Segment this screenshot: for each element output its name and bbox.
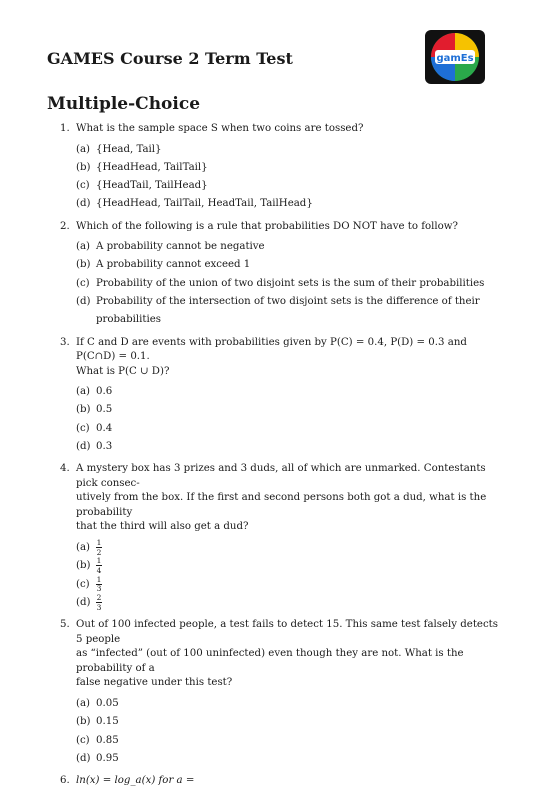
fraction	[96, 576, 102, 594]
option-label: (d)	[76, 198, 91, 210]
option-label: (a)	[76, 386, 91, 398]
question-number: 2.	[60, 220, 70, 232]
option-text: 0.85	[96, 734, 119, 746]
option-label: (c)	[76, 734, 90, 746]
option-label: (d)	[76, 296, 91, 308]
games-logo-graphic	[425, 30, 485, 84]
answer-options	[76, 695, 500, 768]
option-text: {HeadHead, TailTail}	[96, 161, 208, 173]
question-line: false negative under this test?	[76, 677, 233, 689]
question-text	[76, 462, 500, 535]
question-1	[60, 122, 500, 137]
question-text: What is the sample space S when two coins are tossed?	[76, 123, 364, 134]
fraction-denominator: 3	[96, 602, 102, 612]
answer-option[interactable]	[76, 293, 500, 330]
fraction-numerator: 1	[96, 537, 102, 547]
answer-option[interactable]	[76, 750, 500, 768]
question-text	[76, 618, 500, 691]
question-line: What is P(C ∪ D)?	[76, 365, 170, 377]
section-title: Multiple-Choice	[47, 94, 201, 114]
answer-option[interactable]	[76, 576, 500, 594]
fraction	[96, 557, 102, 575]
fraction-numerator: 2	[96, 593, 102, 603]
question-number: 6.	[60, 775, 70, 787]
answer-option[interactable]	[76, 195, 500, 213]
fraction-denominator: 4	[96, 566, 102, 576]
fraction-denominator: 3	[96, 584, 102, 594]
answer-option[interactable]	[76, 383, 500, 401]
question-line: that the third will also get a dud?	[76, 521, 249, 533]
answer-option[interactable]	[76, 695, 500, 713]
answer-options	[76, 238, 500, 329]
answer-option[interactable]	[76, 256, 500, 274]
question-line: as “infected” (out of 100 uninfected) even though they are not. What is the probability of a	[76, 648, 464, 674]
option-label: (b)	[76, 404, 91, 416]
fraction-denominator: 2	[96, 547, 102, 557]
option-label: (a)	[76, 541, 91, 553]
answer-options	[76, 539, 500, 613]
option-label: (c)	[76, 578, 90, 590]
answer-option[interactable]	[76, 401, 500, 419]
question-number: 3.	[60, 336, 70, 348]
option-label: (d)	[76, 597, 91, 609]
question-line: If C and D are events with probabilities given by P(C) = 0.4, P(D) = 0.3 and P(C∩D) = 0.1.	[76, 336, 467, 363]
fraction	[96, 539, 102, 557]
question-line: A mystery box has 3 prizes and 3 duds, all of which are unmarked. Contestants pick consec-	[76, 463, 486, 489]
option-text: Probability of the intersection of two disjoint sets is the difference of their probabilities	[96, 296, 480, 326]
games-logo	[425, 30, 485, 84]
option-label: (b)	[76, 716, 91, 728]
question-2	[60, 220, 500, 235]
option-text: 0.95	[96, 752, 119, 764]
option-text: A probability cannot exceed 1	[96, 259, 251, 271]
question-line: Out of 100 infected people, a test fails to detect 15. This same test falsely detects 5 people	[76, 619, 498, 645]
answer-option[interactable]	[76, 539, 500, 557]
fraction-numerator: 1	[96, 556, 102, 566]
option-text: {HeadTail, TailHead}	[96, 180, 208, 192]
option-label: (a)	[76, 697, 91, 709]
document-title: GAMES Course 2 Term Test	[47, 49, 293, 68]
option-text: 0.5	[96, 404, 113, 416]
question-line: utively from the box. If the first and second persons both got a dud, what is the probability	[76, 492, 487, 518]
option-label: (b)	[76, 560, 91, 572]
option-text: {HeadHead, TailTail, HeadTail, TailHead}	[96, 198, 313, 210]
option-text: 0.15	[96, 716, 119, 728]
option-text: 0.4	[96, 422, 113, 434]
answer-option[interactable]	[76, 594, 500, 612]
question-text: Which of the following is a rule that probabilities DO NOT have to follow?	[76, 220, 458, 232]
option-label: (c)	[76, 422, 90, 434]
question-number: 4.	[60, 463, 70, 475]
question-text: ln(x) = log_a(x) for a =	[76, 775, 195, 787]
option-label: (a)	[76, 143, 91, 155]
option-label: (d)	[76, 752, 91, 764]
option-text: Probability of the union of two disjoint sets is the sum of their probabilities	[96, 277, 485, 289]
fraction-numerator: 1	[96, 574, 102, 584]
answer-option[interactable]	[76, 732, 500, 750]
option-label: (b)	[76, 161, 91, 173]
answer-option[interactable]	[76, 438, 500, 456]
option-label: (d)	[76, 441, 91, 453]
option-label: (a)	[76, 241, 91, 253]
question-6	[60, 774, 500, 789]
question-number: 5.	[60, 619, 70, 631]
answer-option[interactable]	[76, 275, 500, 293]
answer-option[interactable]	[76, 141, 500, 159]
option-text: 0.3	[96, 441, 113, 453]
question-5	[60, 618, 500, 691]
answer-options	[76, 141, 500, 214]
question-4	[60, 462, 500, 535]
question-number: 1.	[60, 123, 70, 134]
answer-option[interactable]	[76, 177, 500, 195]
option-text: 0.6	[96, 386, 113, 398]
fraction	[96, 594, 102, 612]
option-label: (b)	[76, 259, 91, 271]
question-3	[60, 336, 500, 380]
question-text	[76, 336, 500, 380]
option-text: A probability cannot be negative	[96, 241, 265, 253]
answer-options	[76, 383, 500, 456]
option-label: (c)	[76, 277, 90, 289]
option-label: (c)	[76, 180, 90, 192]
answer-option[interactable]	[76, 159, 500, 177]
option-text: {Head, Tail}	[96, 143, 162, 155]
question-list	[60, 122, 500, 789]
answer-option[interactable]	[76, 557, 500, 575]
logo-text: gamEs	[436, 53, 474, 64]
option-text: 0.05	[96, 697, 119, 709]
answer-option[interactable]	[76, 238, 500, 256]
answer-option[interactable]	[76, 713, 500, 731]
answer-option[interactable]	[76, 420, 500, 438]
